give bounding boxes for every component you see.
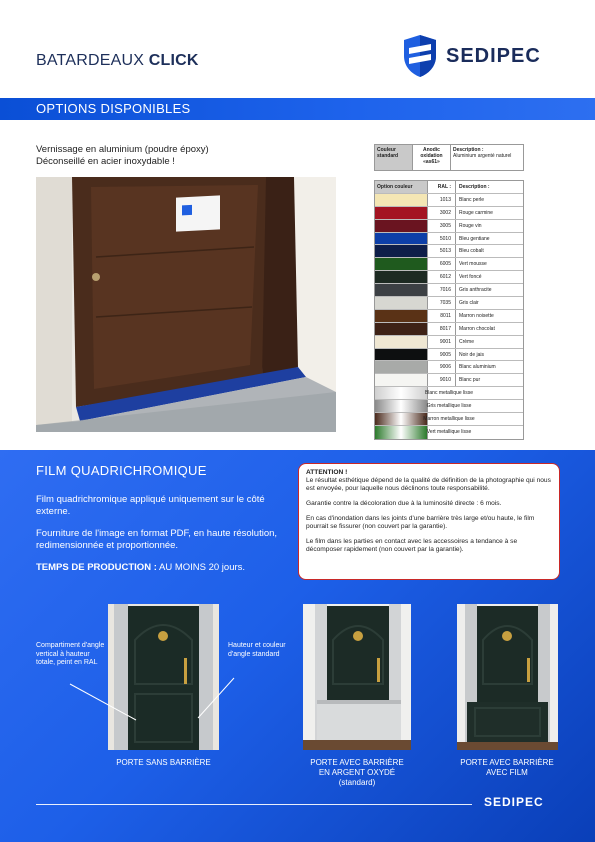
caption-1-line-1: PORTE SANS BARRIÈRE xyxy=(116,758,211,767)
std-col-anodic: Anodic oxidation «as61» xyxy=(413,145,451,170)
production-time-value: AU MOINS 20 jours. xyxy=(156,562,246,573)
caption-2-line-3: (standard) xyxy=(338,778,376,787)
ral-code: 3002 xyxy=(428,207,456,219)
ral-code: 9006 xyxy=(428,361,456,373)
ral-swatch xyxy=(375,271,428,283)
ral-code: 3005 xyxy=(428,220,456,232)
attention-p3: En cas d'inondation dans les joints d'une barrière très large et/ou haute, le film pourrait se fissurer (non couvert par la garantie). xyxy=(306,515,535,530)
ral-row xyxy=(375,361,523,374)
ral-row xyxy=(375,349,523,362)
ral-header-row xyxy=(375,181,523,194)
door-with-film-barrier-photo xyxy=(457,604,558,750)
ral-row xyxy=(375,194,523,207)
footer-brand: SEDIPEC xyxy=(484,795,544,809)
title-bold: CLICK xyxy=(148,52,199,69)
ral-code: 6005 xyxy=(428,258,456,270)
ral-row xyxy=(375,323,523,336)
film-p2: Fourniture de l'image en format PDF, en haute résolution, redimensionnée et proportionnée. xyxy=(36,528,278,551)
ral-desc: Gris anthracite xyxy=(459,287,492,294)
ral-desc: Rouge carmine xyxy=(459,209,493,216)
ral-row xyxy=(375,207,523,220)
ral-row xyxy=(375,284,523,297)
attention-heading: ATTENTION ! xyxy=(306,469,348,476)
ral-desc: Gris clair xyxy=(459,300,479,307)
ral-code: 7016 xyxy=(428,284,456,296)
ral-row xyxy=(375,336,523,349)
options-band-label: OPTIONS DISPONIBLES xyxy=(36,101,191,116)
ral-desc: Bleu gentiane xyxy=(459,235,490,242)
ral-row xyxy=(375,245,523,258)
ral-swatch xyxy=(375,194,428,206)
ral-swatch xyxy=(375,284,428,296)
intro-line-1: Vernissage en aluminium (poudre époxy) xyxy=(36,144,209,155)
ral-header-code: RAL : xyxy=(428,181,456,193)
page-title xyxy=(36,52,199,70)
ral-desc: Marron noisette xyxy=(459,312,494,319)
ral-swatch xyxy=(375,349,428,361)
brand-name: SEDIPEC xyxy=(446,44,541,67)
ral-code: 5010 xyxy=(428,233,456,245)
film-title: FILM QUADRICHROMIQUE xyxy=(36,463,207,478)
ral-swatch xyxy=(375,233,428,245)
caption-3-line-1: PORTE AVEC BARRIÈRE xyxy=(460,758,554,767)
note-standard-height: Hauteur et couleur d'angle standard xyxy=(228,642,286,658)
ral-row xyxy=(375,310,523,323)
ral-metallic-desc: Blanc metallique lisse xyxy=(424,390,474,397)
film-p1: Film quadrichromique appliqué uniquement sur le côté externe. xyxy=(36,494,265,517)
ral-metallic-desc: Marron metallique lisse xyxy=(423,416,475,423)
intro-text xyxy=(36,144,209,168)
ral-code: 9005 xyxy=(428,349,456,361)
ral-swatch xyxy=(375,297,428,309)
attention-p1: Le résultat esthétique dépend de la qualité de définition de la photographie qui nous est envoyée, pour laquelle nous déclinons toute responsabilité. xyxy=(306,477,551,492)
ral-swatch xyxy=(375,336,428,348)
ral-row xyxy=(375,297,523,310)
std-col-color: Couleur standard xyxy=(375,145,413,170)
sedipec-logo xyxy=(402,34,541,78)
ral-metallic-row xyxy=(375,413,523,426)
ral-metallic-row xyxy=(375,400,523,413)
ral-desc: Marron chocolat xyxy=(459,325,495,332)
note-corner-compartment: Compartiment d'angle vertical à hauteur totale, peint en RAL xyxy=(36,642,105,666)
caption-door-film-barrier xyxy=(442,758,572,778)
ral-desc: Noir de jais xyxy=(459,351,485,358)
caption-2-line-2: EN ARGENT OXYDÉ xyxy=(318,768,396,777)
ral-desc: Rouge vin xyxy=(459,222,482,229)
ral-swatch xyxy=(375,258,428,270)
ral-code: 5013 xyxy=(428,245,456,257)
film-p3 xyxy=(36,562,286,574)
ral-code: 8017 xyxy=(428,323,456,335)
ral-swatch xyxy=(375,207,428,219)
std-desc-text: Aluminium argenté naturel xyxy=(453,153,512,159)
ral-metallic-row xyxy=(375,426,523,439)
production-time-label: TEMPS DE PRODUCTION : xyxy=(36,562,157,573)
shield-logo-icon xyxy=(402,34,438,78)
std-col-desc xyxy=(451,145,523,170)
door-with-silver-barrier-photo xyxy=(303,604,411,750)
ral-code: 6012 xyxy=(428,271,456,283)
film-text xyxy=(36,494,286,584)
ral-code: 9001 xyxy=(428,336,456,348)
caption-door-without-barrier xyxy=(96,758,231,768)
ral-code: 9010 xyxy=(428,374,456,386)
ral-swatch xyxy=(375,374,428,386)
ral-metallic-row xyxy=(375,387,523,400)
ral-desc: Vert foncé xyxy=(459,274,482,281)
options-band xyxy=(0,98,595,120)
caption-3-line-2: AVEC FILM xyxy=(486,768,528,777)
caption-door-silver-barrier xyxy=(290,758,424,788)
attention-box xyxy=(298,463,560,580)
ral-desc: Blanc perle xyxy=(459,196,485,203)
ral-swatch xyxy=(375,220,428,232)
ral-desc: Bleu cobalt xyxy=(459,248,484,255)
attention-p2: Garantie contre la décoloration due à la luminosité directe : 6 mois. xyxy=(306,500,502,507)
ral-header-desc: Description : xyxy=(459,184,490,190)
ral-desc: Vert mousse xyxy=(459,261,487,268)
ral-row xyxy=(375,271,523,284)
ral-row xyxy=(375,374,523,387)
ral-swatch xyxy=(375,361,428,373)
caption-2-line-1: PORTE AVEC BARRIÈRE xyxy=(310,758,404,767)
ral-swatch xyxy=(375,323,428,335)
door-without-barrier-photo xyxy=(108,604,219,750)
title-regular: BATARDEAUX xyxy=(36,52,149,69)
ral-code: 1013 xyxy=(428,194,456,206)
barrier-door-photo xyxy=(36,177,336,432)
std-desc-head: Description : xyxy=(453,147,484,153)
ral-metallic-desc: Gris metallique lisse xyxy=(426,403,472,410)
ral-color-table xyxy=(374,180,524,440)
ral-desc: Blanc pur xyxy=(459,377,481,384)
ral-desc: Crème xyxy=(459,338,475,345)
intro-line-2: Déconseillé en acier inoxydable ! xyxy=(36,156,175,167)
footer-divider xyxy=(36,804,472,805)
ral-swatch xyxy=(375,310,428,322)
attention-p4: Le film dans les parties en contact avec les accessoires a tendance à se décomposer rapidement (non couvert par la garantie). xyxy=(306,538,518,553)
ral-metallic-desc: Vert metallique lisse xyxy=(426,428,472,435)
ral-desc: Blanc aluminium xyxy=(459,364,496,371)
ral-swatch xyxy=(375,245,428,257)
ral-code: 8011 xyxy=(428,310,456,322)
standard-color-table xyxy=(374,144,524,171)
ral-header-option: Option couleur xyxy=(375,181,428,193)
ral-row xyxy=(375,233,523,246)
ral-row xyxy=(375,220,523,233)
ral-code: 7035 xyxy=(428,297,456,309)
ral-row xyxy=(375,258,523,271)
